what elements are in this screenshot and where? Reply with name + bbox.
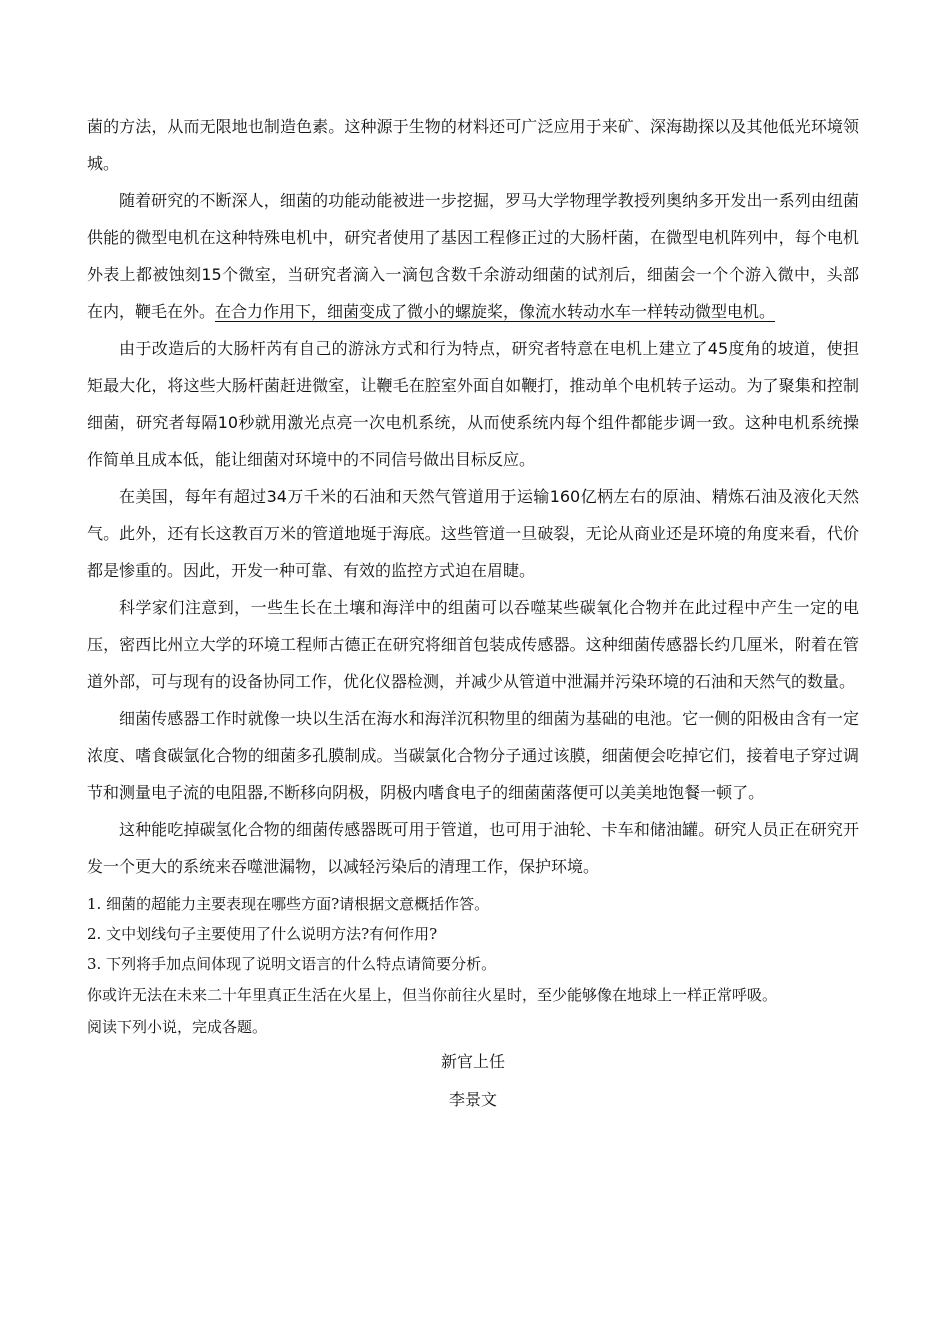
paragraph-2: [87, 182, 859, 330]
paragraph-2-text: 随着研究的不断深人，细菌的功能动能被进一步挖掘，罗马大学物理学教授列奥纳多开发出一系列由纽菌供能的微型电机在这种特殊电机中，研究者使用了基因工程修正过的大肠杆菌，在微型电机阵列中，每个电机外表上都被蚀刻15个微室，当研究者滴入一滴包含数千余游动细菌的试剂后，细菌会一个个游入微中，头部在内，鞭毛在外。: [87, 191, 859, 321]
underlined-sentence: 在合力作用下，细菌变成了微小的螺旋桨，像流水转动水车一样转动微型电机。: [215, 302, 776, 321]
document-page: [87, 108, 859, 1119]
paragraph-6: 细菌传感器工作时就像一块以生活在海水和海洋沉积物里的细菌为基础的电池。它一侧的阳极由含有一定浓度、嗜食碳氩化合物的细菌多孔膜制成。当碳氯化合物分子通过该膜，细菌便会吃掉它们，接着电子穿过调节和测量电子流的电阻器,不断移向阴极，阴极内嗜食电子的细菌菌落便可以美美地饱餐一顿了。: [87, 709, 859, 802]
paragraph-7: 这种能吃掉碳氢化合物的细菌传感器既可用于管道，也可用于油轮、卡车和储油罐。研究人员正在研究开发一个更大的系统来吞噬泄漏物，以减轻污染后的清理工作，保护环境。: [87, 820, 859, 876]
story-title: 新官上任: [440, 1052, 505, 1071]
story-author: 李景文: [448, 1090, 497, 1109]
extra-sentence: 你或许无法在未来二十年里真正生活在火星上，但当你前往火星时，至少能够像在地球上一样正常呼吸。: [87, 986, 778, 1004]
question-1: 1. 细菌的超能力主要表现在哪些方面?请根据文意概括作答。: [87, 895, 490, 913]
paragraph-3: 由于改造后的大肠杆芮有自己的游泳方式和行为特点，研究者特意在电机上建立了45度角的坡道，使担矩最大化，将这些大肠杆菌赶进微室，让鞭毛在腔室外面自如鞭打，推动单个电机转子运动。为了聚集和控制细菌，研究者每隔10秒就用激光点亮一次电机系统，从而使系统内每个组件都能步调一致。这种电机系统操作简单且成本低，能让细菌对环境中的不同信号做出目标反应。: [87, 339, 859, 469]
paragraph-5: 科学家们注意到，一些生长在土壤和海洋中的组菌可以吞噬某些碳氧化合物并在此过程中产生一定的电压，密西比州立大学的环境工程师古德正在研究将细首包装成传感器。这种细菌传感器长约几厘米，附着在管道外部，可与现有的设备协同工作，优化仪器检测，并减少从管道中泄漏并污染环境的石油和天然气的数量。: [87, 598, 859, 691]
paragraph-4: 在美国，每年有超过34万千米的石油和天然气管道用于运输160亿柄左右的原油、精炼石油及液化天然气。此外，还有长这教百万米的管道地埏于海底。这些管道一旦破裂，无论从商业还是环境的角度来看，代价都是惨重的。因此，开发一种可靠、有效的监控方式迫在眉睫。: [87, 487, 859, 580]
paragraph-1: 菌的方法，从而无限地也制造色素。这种源于生物的材料还可广泛应用于来矿、深海勘探以及其他低光环境领城。: [87, 117, 859, 173]
reading-instruction: 阅读下列小说，完成各题。: [87, 1018, 268, 1036]
question-3: 3. 下列将手加点间体现了说明文语言的什么特点请简要分析。: [87, 955, 497, 973]
question-2: 2. 文中划线句子主要使用了什么说明方法?有何作用?: [87, 925, 438, 943]
